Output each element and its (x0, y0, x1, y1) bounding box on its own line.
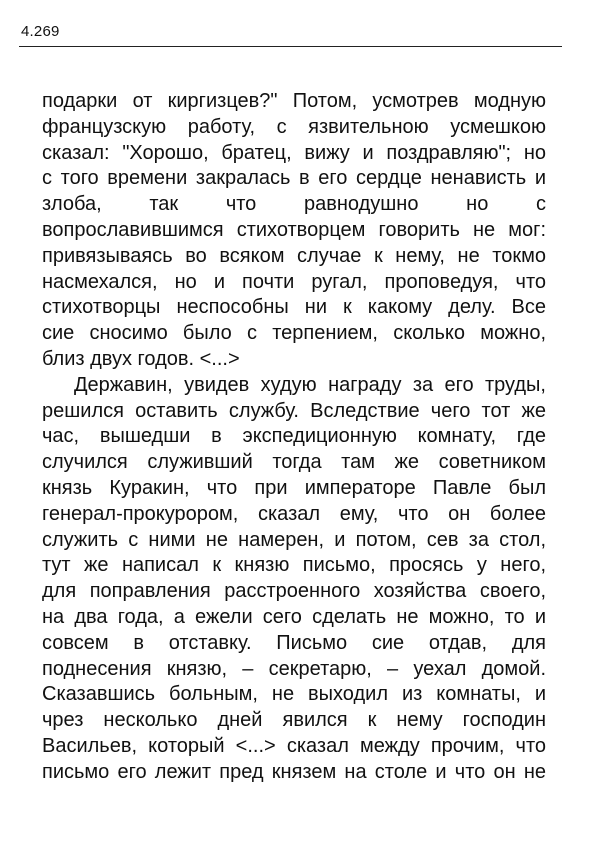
text-line: вопрославившимся стихотворцем говорить не мог: (42, 218, 546, 241)
text-line: привязываясь во всяком случае к нему, не токмо (42, 244, 546, 267)
text-line: час, вышедши в экспедиционную комнату, где (42, 425, 546, 448)
text-line: письмо его лежит пред князем на столе и что он не (42, 760, 546, 783)
text-line: случился служивший тогда там же советником (42, 451, 546, 474)
text-line: с того времени закралась в его сердце ненависть и (42, 167, 546, 190)
text-line: совсем в отставку. Письмо сие отдав, для (42, 631, 546, 654)
text-line: подарки от киргизцев?" Потом, усмотрев модную (42, 90, 546, 112)
paragraph-2 (42, 373, 546, 786)
text-line: князь Куракин, что при императоре Павле был (42, 476, 546, 499)
text-line: Васильев, который <...> сказал между прочим, что (42, 734, 546, 757)
text-line: тут же написал к князю письмо, просясь у него, (42, 554, 546, 577)
text-line: сие сносимо было с терпением, сколько можно, (42, 322, 546, 345)
header-divider (19, 46, 562, 47)
text-line: близ двух годов. <...> (42, 347, 240, 370)
text-line: Державин, увидев худую награду за его труды, (74, 373, 546, 396)
text-line: сказал: "Хорошо, братец, вижу и поздравляю"; но (42, 141, 546, 164)
document-text (42, 89, 546, 786)
text-line: Сказавшись больным, не выходил из комнаты, и (42, 683, 546, 706)
text-line: генерал-прокурором, сказал ему, что он более (42, 502, 546, 525)
text-line: злоба, так что равнодушно но с (42, 193, 546, 216)
text-line: служить с ними не намерен, и потом, сев за стол, (42, 528, 546, 551)
text-line: решился оставить службу. Вследствие чего тот же (42, 399, 546, 422)
text-line: французскую работу, с язвительною усмешкою (42, 115, 546, 138)
page-number: 4.269 (21, 23, 60, 40)
text-line: стихотворцы неспособны ни к какому делу. Все (42, 296, 546, 319)
text-line: для поправления расстроенного хозяйства своего, (42, 580, 546, 603)
text-line: поднесения князю, – секретарю, – уехал домой. (42, 657, 546, 680)
text-line: на два года, а ежели сего сделать не можно, то и (42, 605, 546, 628)
paragraph-1 (42, 89, 546, 373)
text-line: чрез несколько дней явился к нему господин (42, 709, 546, 732)
text-line: насмехался, но и почти ругал, проповедуя, что (42, 270, 546, 293)
